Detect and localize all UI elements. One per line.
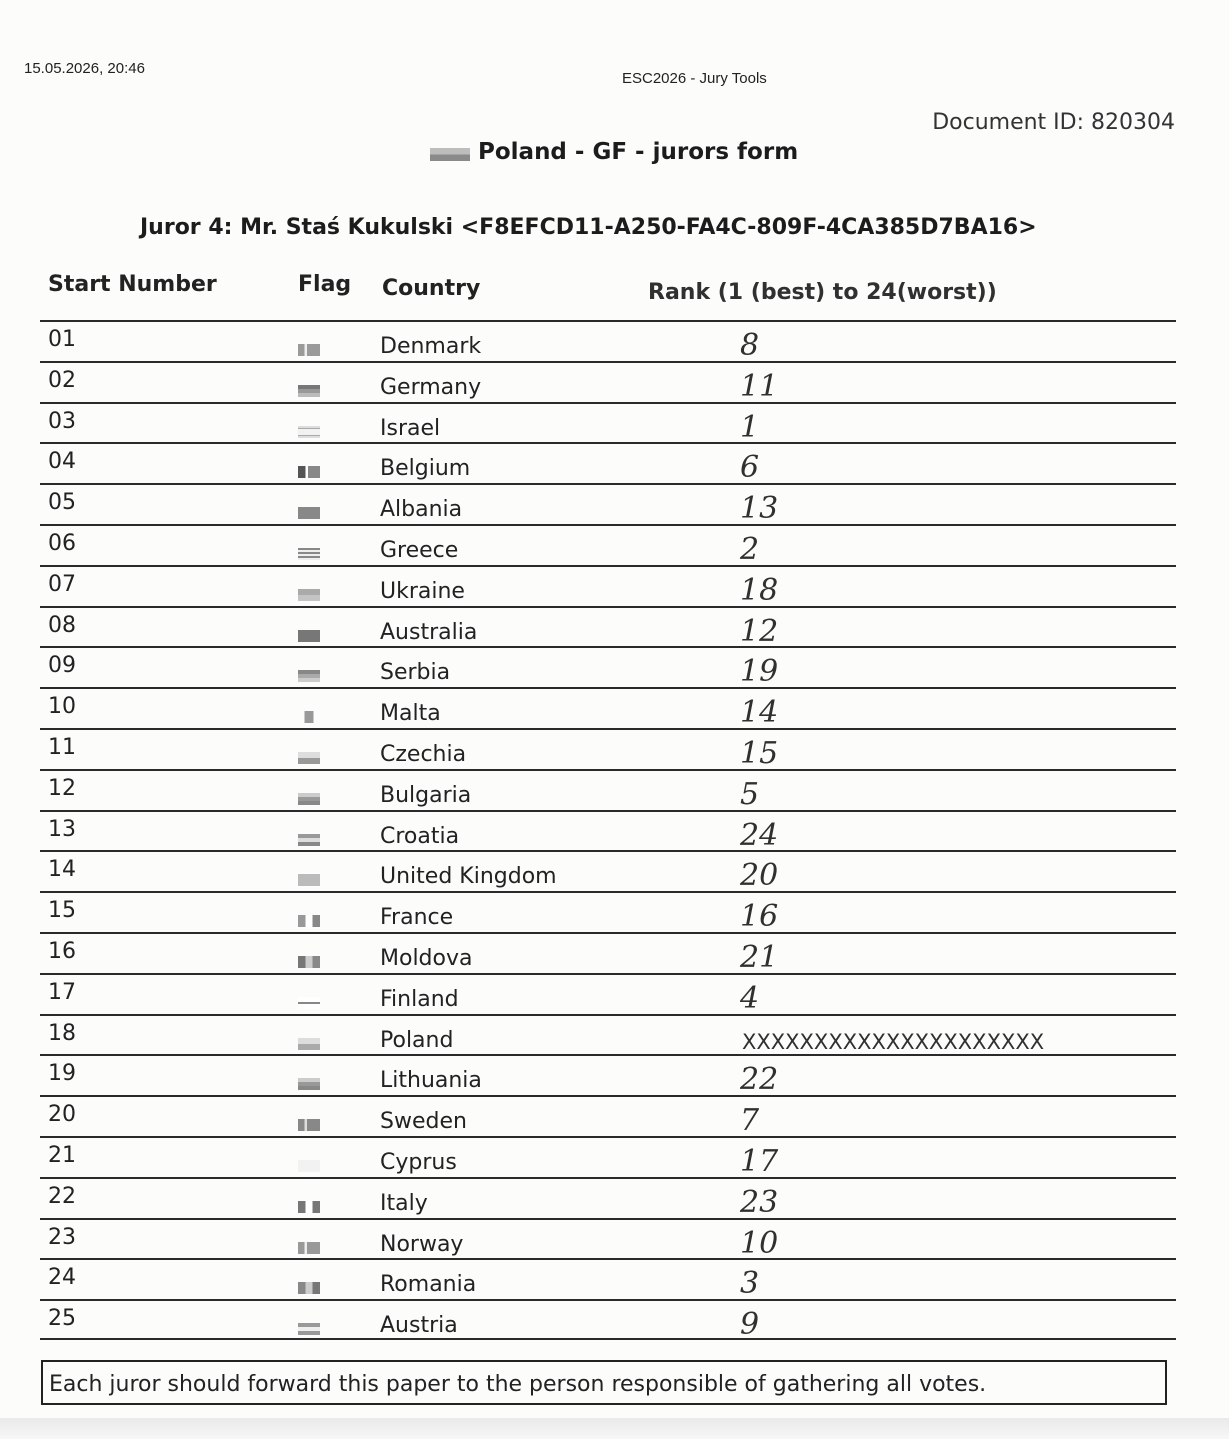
app-title: ESC2026 - Jury Tools bbox=[622, 70, 767, 87]
flag-cell bbox=[298, 827, 320, 852]
start-number: 25 bbox=[48, 1306, 76, 1332]
table-row bbox=[40, 1095, 1176, 1139]
rank-handwritten: 10 bbox=[740, 1225, 779, 1261]
scan-edge bbox=[0, 1418, 1229, 1439]
rank-handwritten: 4 bbox=[740, 980, 760, 1016]
belgium-flag-icon bbox=[298, 466, 320, 478]
rank-handwritten: 12 bbox=[740, 613, 779, 649]
country-name: Norway bbox=[380, 1231, 464, 1257]
rank-handwritten: 5 bbox=[740, 776, 760, 812]
start-number: 13 bbox=[48, 816, 76, 842]
country-name: Czechia bbox=[380, 741, 467, 767]
start-number: 08 bbox=[48, 612, 76, 638]
rank-handwritten: 17 bbox=[740, 1143, 779, 1179]
flag-cell bbox=[298, 1112, 320, 1137]
table-row bbox=[40, 1218, 1176, 1259]
header-start-number: Start Number bbox=[48, 272, 217, 297]
start-number: 12 bbox=[48, 775, 76, 801]
table-row bbox=[40, 361, 1176, 402]
table-row bbox=[40, 1136, 1176, 1177]
table-row bbox=[40, 606, 1176, 647]
rank-handwritten: 2 bbox=[740, 531, 760, 567]
country-name: Israel bbox=[380, 415, 441, 441]
footer-note: Each juror should forward this paper to the person responsible of gathering all votes. bbox=[49, 1372, 987, 1397]
rank-handwritten: 14 bbox=[740, 695, 779, 731]
country-name: Austria bbox=[380, 1313, 458, 1339]
flag-cell bbox=[298, 1194, 320, 1219]
table-row bbox=[40, 810, 1176, 851]
table-row bbox=[40, 769, 1176, 810]
start-number: 07 bbox=[48, 571, 76, 597]
malta-flag-icon bbox=[298, 711, 320, 723]
flag-cell bbox=[298, 541, 320, 566]
table-row bbox=[40, 973, 1176, 1014]
moldova-flag-icon bbox=[298, 956, 320, 968]
israel-flag-icon bbox=[298, 426, 320, 438]
form-title-text: Poland - GF - jurors form bbox=[478, 139, 799, 165]
country-name: Ukraine bbox=[380, 578, 465, 604]
rank-handwritten: 23 bbox=[740, 1184, 779, 1220]
table-row bbox=[40, 320, 1176, 361]
rank-handwritten: 18 bbox=[740, 572, 779, 608]
table-row bbox=[40, 442, 1176, 486]
rank-handwritten: 19 bbox=[740, 654, 779, 690]
germany-flag-icon bbox=[298, 385, 320, 397]
bulgaria-flag-icon bbox=[298, 793, 320, 805]
table-row bbox=[40, 728, 1176, 769]
united-kingdom-flag-icon bbox=[298, 874, 320, 886]
table-row bbox=[40, 646, 1176, 690]
poland-flag-icon bbox=[298, 1038, 320, 1050]
flag-cell bbox=[298, 1153, 320, 1178]
country-name: Serbia bbox=[380, 660, 451, 686]
country-name: France bbox=[380, 905, 454, 931]
rank-handwritten: 16 bbox=[740, 899, 779, 935]
document-id: Document ID: 820304 bbox=[932, 110, 1175, 135]
start-number: 14 bbox=[48, 857, 76, 883]
cyprus-flag-icon bbox=[298, 1160, 320, 1172]
start-number: 11 bbox=[48, 734, 76, 760]
start-number: 18 bbox=[48, 1020, 76, 1046]
footer-note-box bbox=[41, 1360, 1167, 1405]
flag-cell bbox=[298, 908, 320, 933]
start-number: 10 bbox=[48, 694, 76, 720]
table-row bbox=[40, 1054, 1176, 1098]
serbia-flag-icon bbox=[298, 670, 320, 682]
rank-handwritten: 7 bbox=[740, 1103, 760, 1139]
table-row bbox=[40, 1177, 1176, 1218]
flag-cell bbox=[298, 459, 320, 484]
france-flag-icon bbox=[298, 915, 320, 927]
sweden-flag-icon bbox=[298, 1119, 320, 1131]
albania-flag-icon bbox=[298, 507, 320, 519]
flag-cell bbox=[298, 623, 320, 648]
flag-cell bbox=[298, 786, 320, 811]
start-number: 22 bbox=[48, 1183, 76, 1209]
start-number: 03 bbox=[48, 408, 76, 434]
rank-handwritten: 22 bbox=[740, 1062, 779, 1098]
flag-cell bbox=[298, 949, 320, 974]
start-number: 17 bbox=[48, 979, 76, 1005]
table-row bbox=[40, 1299, 1176, 1343]
rank-handwritten: 20 bbox=[740, 858, 779, 894]
country-name: Malta bbox=[380, 701, 441, 727]
table-row bbox=[40, 483, 1176, 527]
country-name: Belgium bbox=[380, 456, 471, 482]
start-number: 16 bbox=[48, 938, 76, 964]
rank-handwritten: 3 bbox=[740, 1266, 760, 1302]
start-number: 06 bbox=[48, 530, 76, 556]
lithuania-flag-icon bbox=[298, 1078, 320, 1090]
flag-cell bbox=[298, 1275, 320, 1300]
country-name: Denmark bbox=[380, 334, 482, 359]
table-row bbox=[40, 1014, 1176, 1055]
country-name: Poland bbox=[380, 1027, 454, 1053]
start-number: 02 bbox=[48, 367, 76, 393]
flag-cell bbox=[298, 1031, 320, 1056]
rank-handwritten: 1 bbox=[740, 409, 760, 445]
table-row bbox=[40, 687, 1176, 731]
flag-cell bbox=[298, 745, 320, 770]
czechia-flag-icon bbox=[298, 752, 320, 764]
header-country: Country bbox=[382, 276, 481, 301]
flag-cell bbox=[298, 1071, 320, 1096]
flag-cell bbox=[298, 704, 320, 729]
country-name: Romania bbox=[380, 1272, 477, 1298]
country-name: Cyprus bbox=[380, 1149, 457, 1175]
rank-handwritten: 6 bbox=[740, 450, 760, 486]
country-name: Sweden bbox=[380, 1109, 467, 1135]
country-name: Albania bbox=[380, 497, 463, 523]
finland-flag-icon bbox=[298, 997, 320, 1009]
start-number: 21 bbox=[48, 1142, 76, 1168]
print-timestamp: 15.05.2026, 20:46 bbox=[24, 60, 145, 77]
table-row bbox=[40, 850, 1176, 894]
country-name: Greece bbox=[380, 537, 459, 563]
table-row bbox=[40, 565, 1176, 606]
form-title bbox=[430, 139, 798, 165]
rank-excluded: XXXXXXXXXXXXXXXXXXXXX bbox=[742, 1029, 1045, 1054]
table-row bbox=[40, 891, 1176, 935]
start-number: 24 bbox=[48, 1265, 76, 1291]
country-name: Italy bbox=[380, 1190, 428, 1216]
norway-flag-icon bbox=[298, 1242, 320, 1254]
start-number: 04 bbox=[48, 449, 76, 475]
australia-flag-icon bbox=[298, 630, 320, 642]
country-name: Germany bbox=[380, 374, 482, 400]
rank-handwritten: 8 bbox=[740, 328, 760, 363]
flag-cell bbox=[298, 378, 320, 403]
ukraine-flag-icon bbox=[298, 589, 320, 601]
table-header-row bbox=[40, 262, 1176, 320]
flag-cell bbox=[298, 990, 320, 1015]
flag-cell bbox=[298, 419, 320, 444]
rank-handwritten: 21 bbox=[740, 939, 779, 975]
rank-handwritten: 11 bbox=[740, 368, 779, 404]
croatia-flag-icon bbox=[298, 834, 320, 846]
austria-flag-icon bbox=[298, 1323, 320, 1335]
country-name: Finland bbox=[380, 986, 459, 1012]
table-row bbox=[40, 524, 1176, 565]
romania-flag-icon bbox=[298, 1282, 320, 1294]
poland-flag-icon bbox=[430, 148, 470, 161]
flag-cell bbox=[298, 582, 320, 607]
italy-flag-icon bbox=[298, 1201, 320, 1213]
table-body bbox=[40, 320, 1176, 1343]
country-name: United Kingdom bbox=[380, 864, 557, 890]
denmark-flag-icon bbox=[298, 344, 320, 356]
greece-flag-icon bbox=[298, 548, 320, 560]
flag-cell bbox=[298, 337, 320, 362]
start-number: 19 bbox=[48, 1061, 76, 1087]
rank-handwritten: 13 bbox=[740, 491, 779, 527]
start-number: 01 bbox=[48, 327, 76, 352]
country-name: Croatia bbox=[380, 823, 460, 849]
country-name: Moldova bbox=[380, 945, 473, 971]
start-number: 20 bbox=[48, 1102, 76, 1128]
flag-cell bbox=[298, 1316, 320, 1341]
juror-line: Juror 4: Mr. Staś Kukulski <F8EFCD11-A250-FA4C-809F-4CA385D7BA16> bbox=[140, 215, 1037, 240]
start-number: 23 bbox=[48, 1224, 76, 1250]
flag-cell bbox=[298, 1235, 320, 1260]
flag-cell bbox=[298, 867, 320, 892]
rank-handwritten: 24 bbox=[740, 817, 779, 853]
start-number: 15 bbox=[48, 898, 76, 924]
table-row bbox=[40, 402, 1176, 443]
header-flag: Flag bbox=[298, 272, 352, 297]
country-name: Australia bbox=[380, 619, 478, 645]
rank-handwritten: 15 bbox=[740, 735, 779, 771]
vote-table bbox=[40, 262, 1176, 1343]
header-rank: Rank (1 (best) to 24(worst)) bbox=[648, 280, 997, 305]
table-row bbox=[40, 932, 1176, 973]
country-name: Bulgaria bbox=[380, 782, 472, 808]
start-number: 05 bbox=[48, 490, 76, 516]
rank-handwritten: 9 bbox=[740, 1307, 760, 1343]
country-name: Lithuania bbox=[380, 1068, 482, 1094]
table-row bbox=[40, 1258, 1176, 1302]
flag-cell bbox=[298, 663, 320, 688]
start-number: 09 bbox=[48, 653, 76, 679]
flag-cell bbox=[298, 500, 320, 525]
